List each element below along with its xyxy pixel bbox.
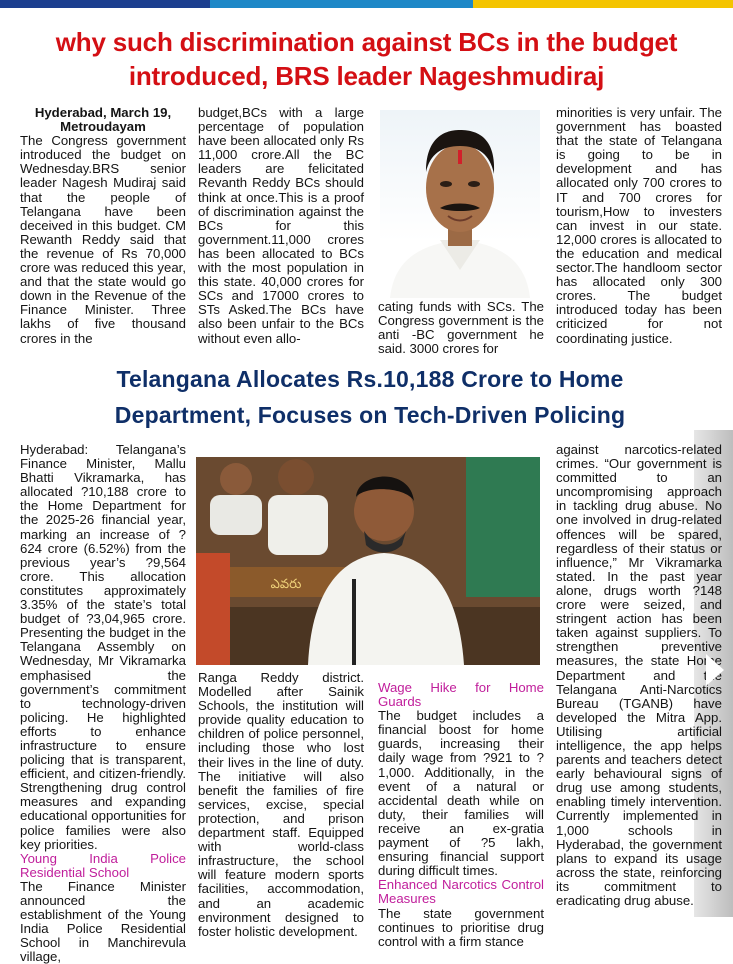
article2-subhead-narcotics: Enhanced Narcotics Control Measures (378, 877, 544, 907)
top-bar-yellow (473, 0, 733, 8)
article1-headline-line1: why such discrimination against BCs in the budget (55, 27, 678, 57)
article2-subhead-school: Young India Police Residential School (20, 850, 186, 880)
portrait-photo-nagesh-mudiraj (380, 110, 540, 298)
article2-column-3 (378, 681, 544, 949)
article1-headline-line2: introduced, BRS leader Nageshmudiraj (128, 61, 605, 91)
article2-col4-text: against narcotics-related crimes. “Our government is committed to an uncompromising approach in tackling drug abuse. No one involved in drug-related offences will be spared, regardless of their status or influence,” Mr Vikramarka stated. In the past year alone, drugs worth ?148 crore were seized, and stringent action has been taken against suppliers. To strengthen preventive measures, the state Home Department and the Telangana Anti-Narcotics Bureau (TGANB) have developed the Mitra App. Utilising artificial intelligence, the app helps parents and teachers detect early behavioural signs of drug use among students, enabling timely intervention. Currently implemented in 1,000 schools in Hyderabad, the government plans to expand its usage across the state, reinforcing its commitment to eradicating drug abuse. (556, 442, 722, 908)
article1-column-1 (20, 106, 186, 346)
article2-column-2 (198, 671, 364, 939)
article1-dateline: Hyderabad, March 19, (34, 105, 172, 120)
article1-column-2 (198, 106, 364, 346)
article2-column-1 (20, 443, 186, 964)
article2-col2-text: Ranga Reddy district. Modelled after Sainik Schools, the institution will provide quality education to children of police personnel, including those who lost their lives in the line of duty. The initiative will also benefit the families of fire services, excise, special protection, and prison department staff. Equipped with world-class infrastructure, the school will feature modern sports facilities, accommodation, and an academic environment designed to foster holistic development. (198, 670, 364, 939)
article1-column-3 (378, 300, 544, 356)
article2-col1-text: Hyderabad: Telangana’s Finance Minister, Mallu Bhatti Vikramarka, has allocated ?10,188 crore to the Home Department for the 2025-26 financial year, marking an increase of ?624 crore (6.52%) from the previous year’s ?9,564 crore. This allocation constitutes approximately 3.35% of the state’s total budget of ?3,04,965 crore. Presenting the budget in the Telangana Assembly on Wednesday, Mr Vikramarka emphasised the government’s commitment to technology-driven policing. He highlighted efforts to enhance infrastructure to ensure policing that is transparent, efficient, and citizen-friendly. Strengthening drug control measures and expanding educational opportunities for police families were also key priorities. (20, 442, 186, 852)
article2-headline-line1: Telangana Allocates Rs.10,188 Crore to Home (116, 366, 624, 392)
article2-col1-after-text: The Finance Minister announced the establishment of the Young India Police Residential School in Manchirevula village, (20, 878, 186, 964)
article2-subhead-wage: Wage Hike for Home Guards (378, 680, 544, 710)
article2-col3-text1: The budget includes a financial boost for home guards, increasing their daily wage from ?921 to ?1,000. Additionally, in the event of a natural or accidental death while on duty, their families will receive an ex-gratia payment of ?5 lakh, ensuring financial support during difficult times. (378, 708, 544, 879)
svg-text:ఎవరు: ఎవరు (270, 577, 302, 592)
chevron-right-icon[interactable] (706, 654, 724, 686)
assembly-photo-finance-minister (196, 457, 540, 665)
article2-headline-line2: Department, Focuses on Tech-Driven Policing (114, 402, 626, 428)
article1-column-4 (556, 106, 722, 346)
article1-col1-text: The Congress government introduced the budget on Wednesday.BRS senior leader Nagesh Mudiraj said that the people of Telangana have been deceived in this budget. CM Rewanth Reddy said that the revenue of Rs 70,000 crore was reduced this year, and that the state would go down in the Revenue of the Finance Minister. Three lakhs of five thousand crores in the (20, 133, 186, 346)
article2-column-4 (556, 443, 722, 908)
article1-col4-text: minorities is very unfair. The government has boasted that the state of Telangana is going to be in development and has allocated only 700 crores to IT and 700 crores for tourism,How to investers can invest in our state. 12,000 crores is allocated to the education and medical sector.The handloom sector has allocated only 300 crores. The budget introduced today has been criticized for not coordinating justice. (556, 105, 722, 346)
top-bar-blue (0, 0, 210, 8)
article1-col2-text: budget,BCs with a large percentage of population have been allocated only Rs 11,000 crore.All the BC leaders are felicitated Revanth Reddy BCs should think at once.This is a proof of discrimination against the BCs for this government.11,000 crores has been allocated to BCs with the most population in this state. 40,000 crores for SCs and 17000 crores to STs Asked.The BCs have also been unfair to the BCs without even allo- (198, 105, 364, 346)
top-bar-cyan (210, 0, 473, 8)
article1-col3-text: cating funds with SCs. The Congress government is the anti -BC government he said. 3000 crores for (378, 299, 544, 357)
article1-source: Metroudayam (60, 119, 146, 135)
article2-col3-text2: The state government continues to prioritise drug control with a firm stance (378, 905, 544, 949)
